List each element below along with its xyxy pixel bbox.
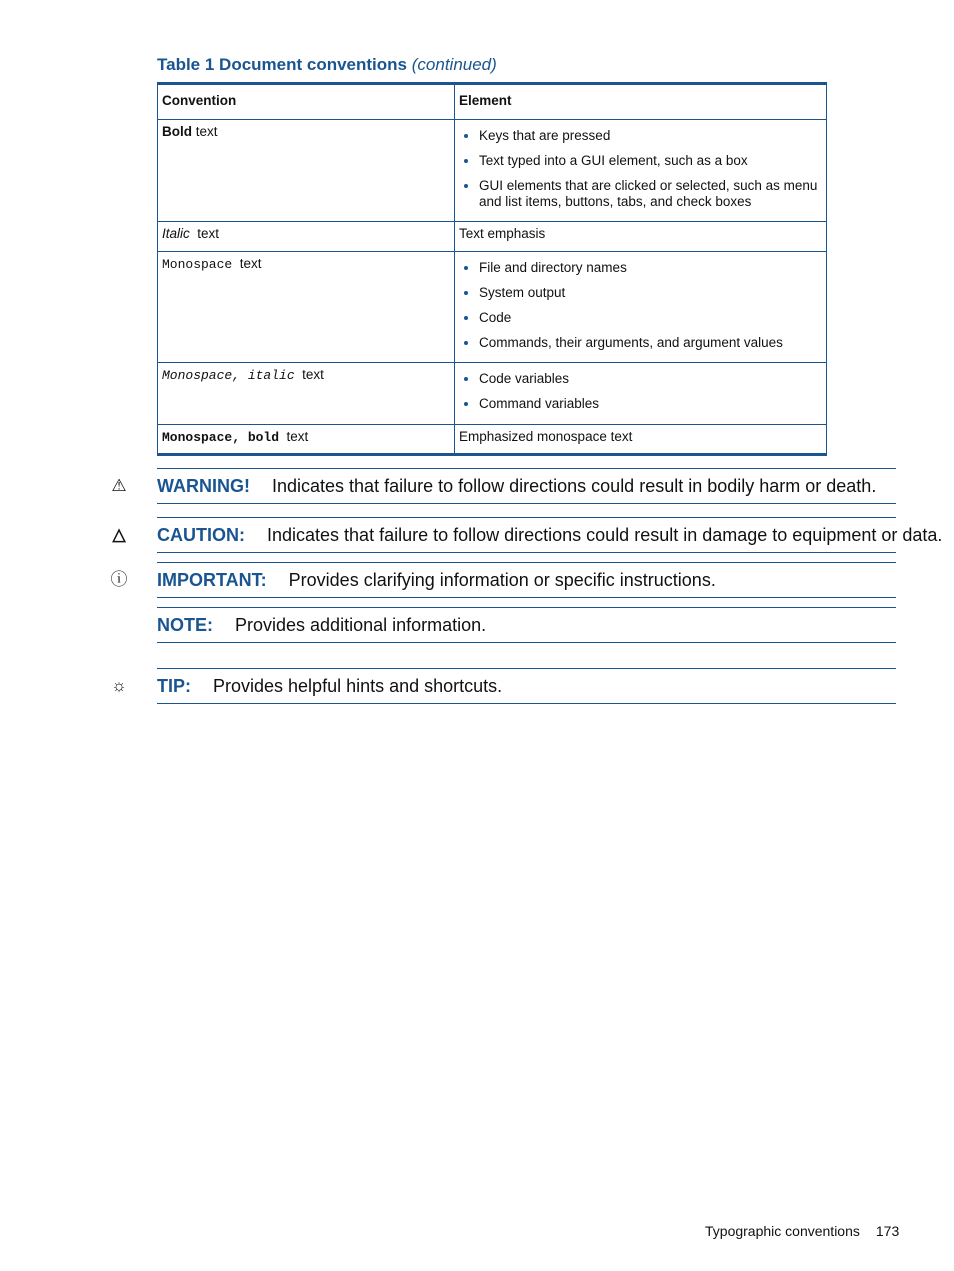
caution-callout (112, 517, 943, 553)
warning-callout (111, 468, 896, 504)
list-item: • Keys that are pressed (479, 128, 822, 144)
convention-sample: Monospace, bold (162, 430, 280, 445)
caution-icon: △ (112, 525, 126, 544)
convention-sample: Bold (162, 124, 192, 139)
table-header (158, 84, 827, 120)
tip-callout (111, 668, 896, 704)
element-cell: Text emphasis (455, 222, 827, 252)
page-number: 173 (875, 1223, 900, 1239)
convention-suffix: text (239, 256, 262, 271)
element-cell: Emphasized monospace text (455, 425, 827, 455)
callout-text: Provides additional information. (235, 615, 487, 635)
callout-label: WARNING! (157, 476, 250, 496)
callout-text: Indicates that failure to follow directions could result in bodily harm or death. (272, 476, 877, 496)
convention-cell (158, 363, 455, 425)
header-element: Element (455, 84, 827, 120)
table-row (158, 363, 827, 425)
table-row (158, 120, 827, 222)
callout-text: Provides helpful hints and shortcuts. (213, 676, 503, 696)
list-item: • Code (479, 310, 822, 326)
important-callout (110, 562, 896, 598)
callout-label: TIP: (157, 676, 191, 696)
header-convention: Convention (158, 84, 455, 120)
convention-cell (158, 252, 455, 363)
conventions-table (157, 82, 827, 456)
lightbulb-icon: ☼ (111, 676, 127, 695)
footer-section: Typographic conventions (705, 1223, 860, 1239)
warning-icon: ⚠ (111, 476, 127, 495)
callout-text: Provides clarifying information or specific instructions. (288, 570, 716, 590)
table-caption (157, 55, 497, 75)
list-item: • File and directory names (479, 260, 822, 276)
convention-cell (158, 120, 455, 222)
list-item: • GUI elements that are clicked or selected, such as menu and list items, buttons, tabs, and check boxes (479, 178, 822, 210)
callout-text: Indicates that failure to follow directions could result in damage to equipment or data. (267, 525, 943, 545)
list-item: • Commands, their arguments, and argument values (479, 335, 822, 351)
important-icon: ⓘ (110, 570, 128, 589)
convention-suffix: text (195, 124, 218, 139)
convention-suffix: text (286, 429, 309, 444)
callout-label: CAUTION: (157, 525, 245, 545)
page-footer (705, 1223, 899, 1239)
convention-suffix: text (302, 367, 324, 382)
callout-label: IMPORTANT: (157, 570, 267, 590)
convention-cell (158, 425, 455, 455)
convention-suffix: text (197, 226, 220, 241)
caption-suffix: (continued) (411, 55, 497, 74)
convention-sample: Monospace, italic (162, 368, 295, 383)
note-callout (157, 607, 896, 643)
list-item: • Command variables (479, 396, 822, 412)
table-row (158, 222, 827, 252)
convention-sample: Monospace (162, 257, 233, 272)
list-item: • Code variables (479, 371, 822, 387)
callout-label: NOTE: (157, 615, 213, 635)
table-row (158, 425, 827, 455)
element-cell (455, 252, 827, 363)
caption-title: Table 1 Document conventions (157, 55, 408, 74)
table-row (158, 252, 827, 363)
element-cell (455, 363, 827, 425)
element-cell (455, 120, 827, 222)
convention-sample: Italic (162, 226, 190, 241)
convention-cell (158, 222, 455, 252)
list-item: • Text typed into a GUI element, such as a box (479, 153, 822, 169)
list-item: • System output (479, 285, 822, 301)
